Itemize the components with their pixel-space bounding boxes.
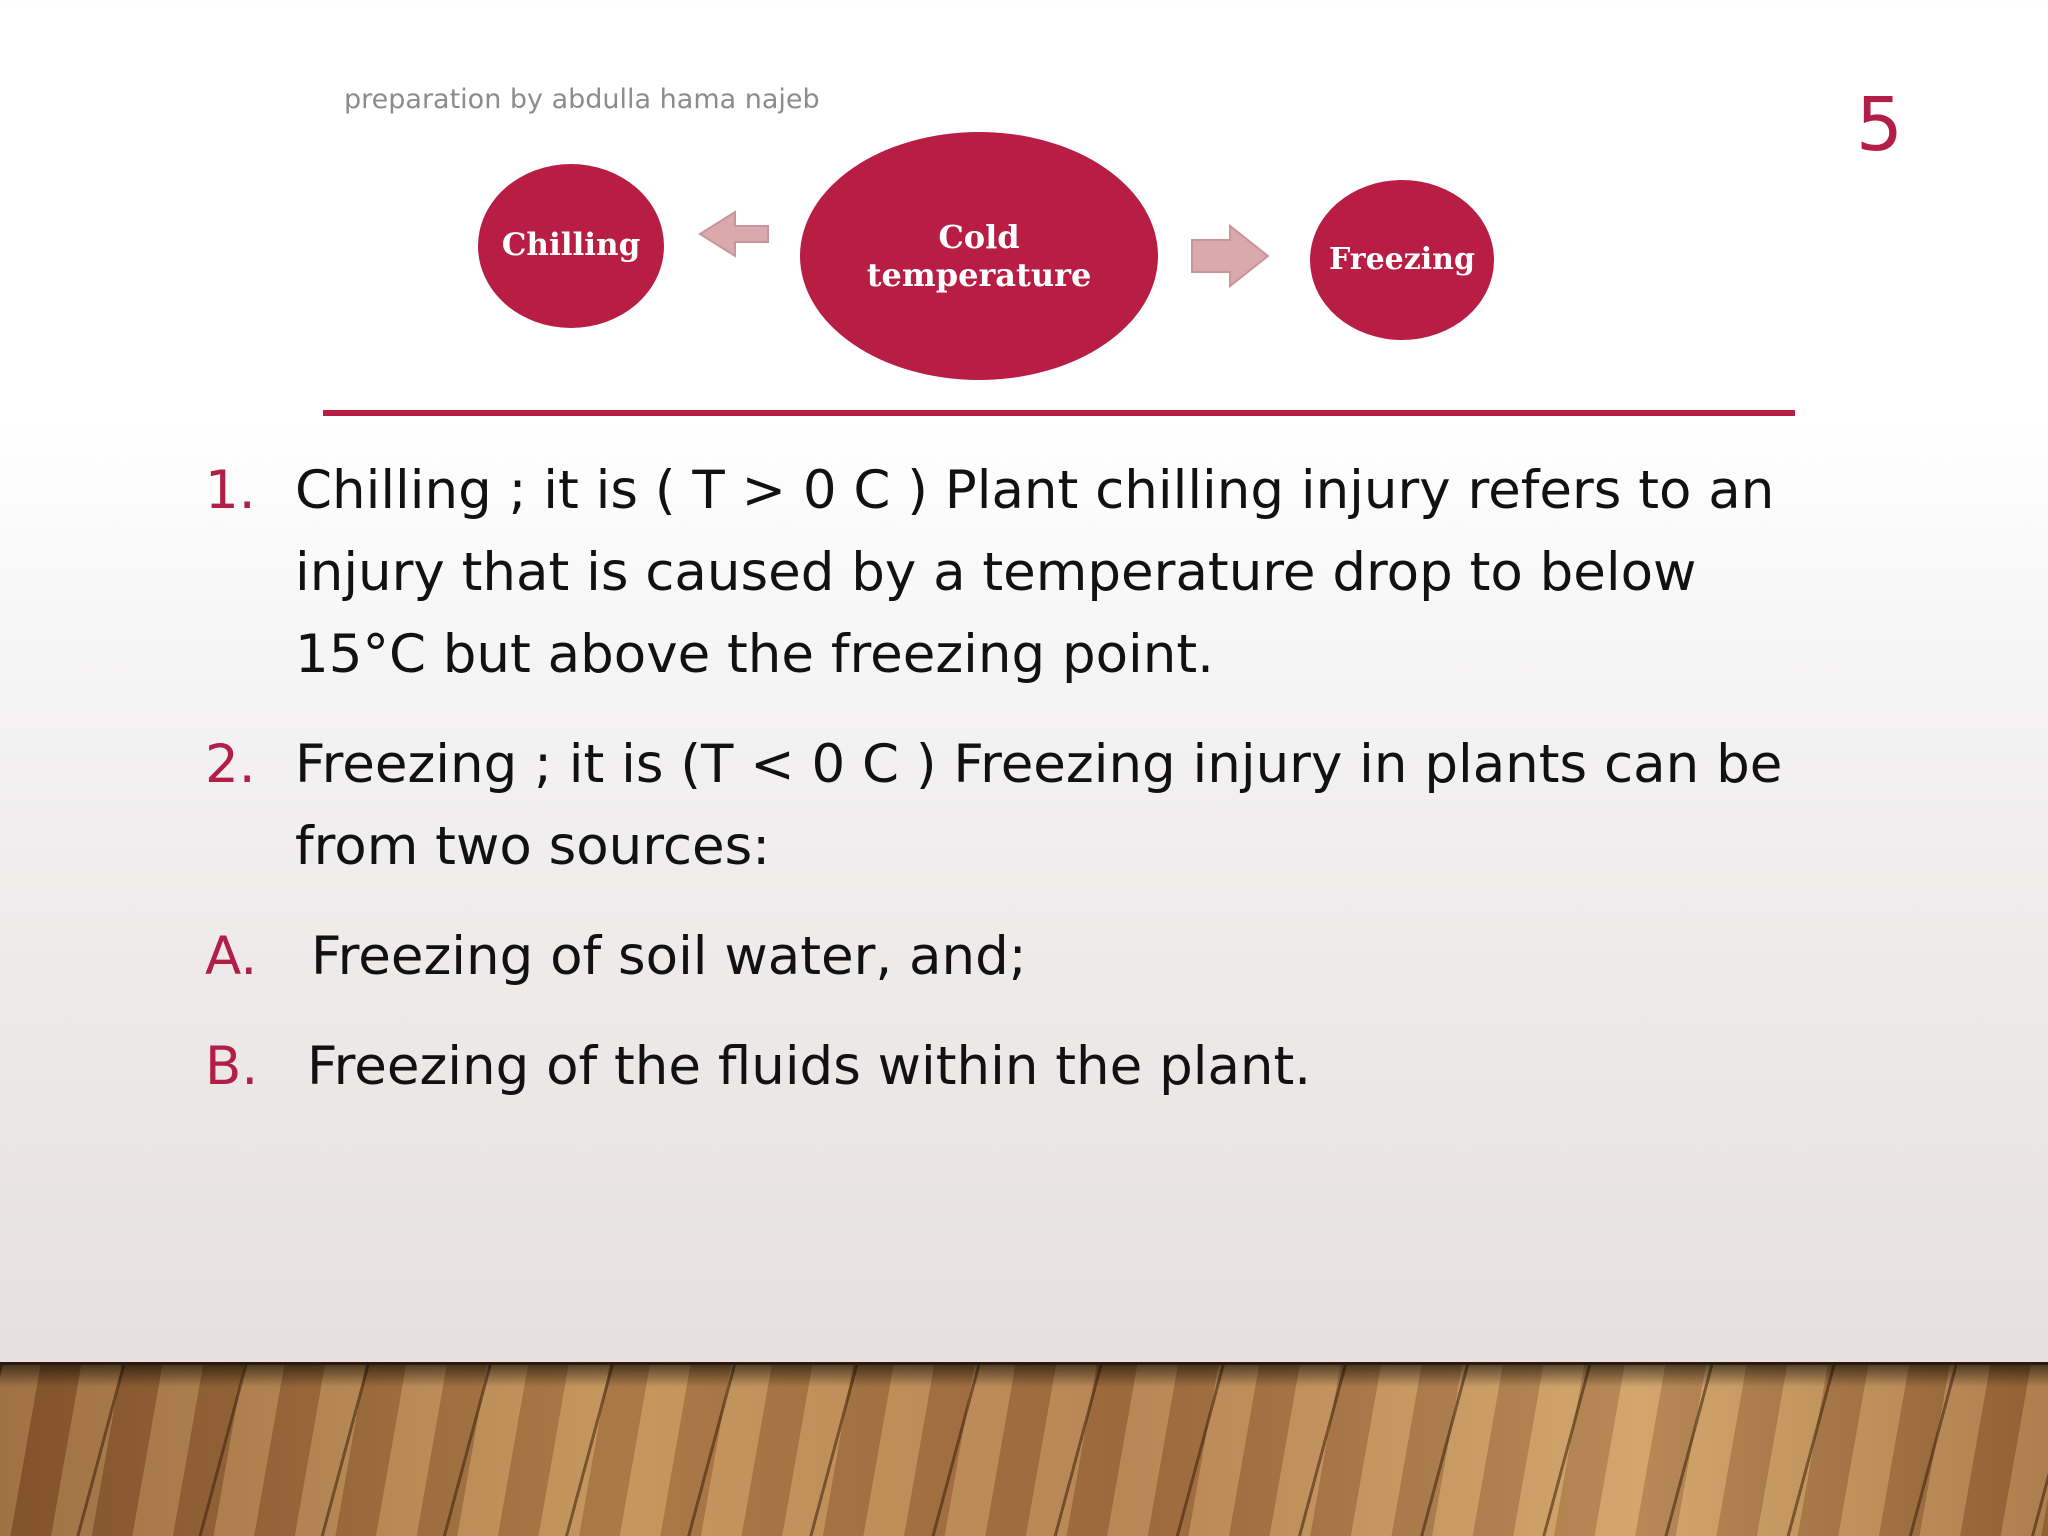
list-item-text: Chilling ; it is ( T > 0 C ) Plant chilling injury refers to an injury that is caused by a temperature drop to below 15°C but above the freezing point. <box>295 460 1775 685</box>
freezing-node-label: Freezing <box>1329 242 1475 277</box>
cold-temperature-node <box>800 132 1158 380</box>
list-marker: 1. <box>205 460 256 521</box>
left-arrow-icon <box>700 212 768 256</box>
list-marker: A. <box>205 926 258 987</box>
list-item <box>205 916 1785 998</box>
freezing-node <box>1310 180 1494 340</box>
content-list <box>205 450 1785 1108</box>
page-number: 5 <box>1855 82 1903 168</box>
list-item <box>205 724 1785 888</box>
cold-temperature-diagram <box>0 0 2048 420</box>
list-item-text: Freezing of soil water, and; <box>311 926 1027 987</box>
author-credit: preparation by abdulla hama najeb <box>344 84 820 115</box>
list-item-text: Freezing ; it is (T < 0 C ) Freezing injury in plants can be from two sources: <box>295 734 1783 877</box>
divider-line <box>323 410 1795 416</box>
list-marker: 2. <box>205 734 256 795</box>
cold-temperature-node-label: Cold temperature <box>866 217 1092 294</box>
list-item <box>205 1026 1785 1108</box>
list-marker: B. <box>205 1036 259 1097</box>
list-item <box>205 450 1785 696</box>
list-item-text: Freezing of the fluids within the plant. <box>307 1036 1312 1097</box>
chilling-node-label: Chilling <box>501 227 641 264</box>
wood-floor-background <box>0 1362 2048 1536</box>
right-arrow-icon <box>1192 226 1268 286</box>
chilling-node <box>478 164 664 328</box>
